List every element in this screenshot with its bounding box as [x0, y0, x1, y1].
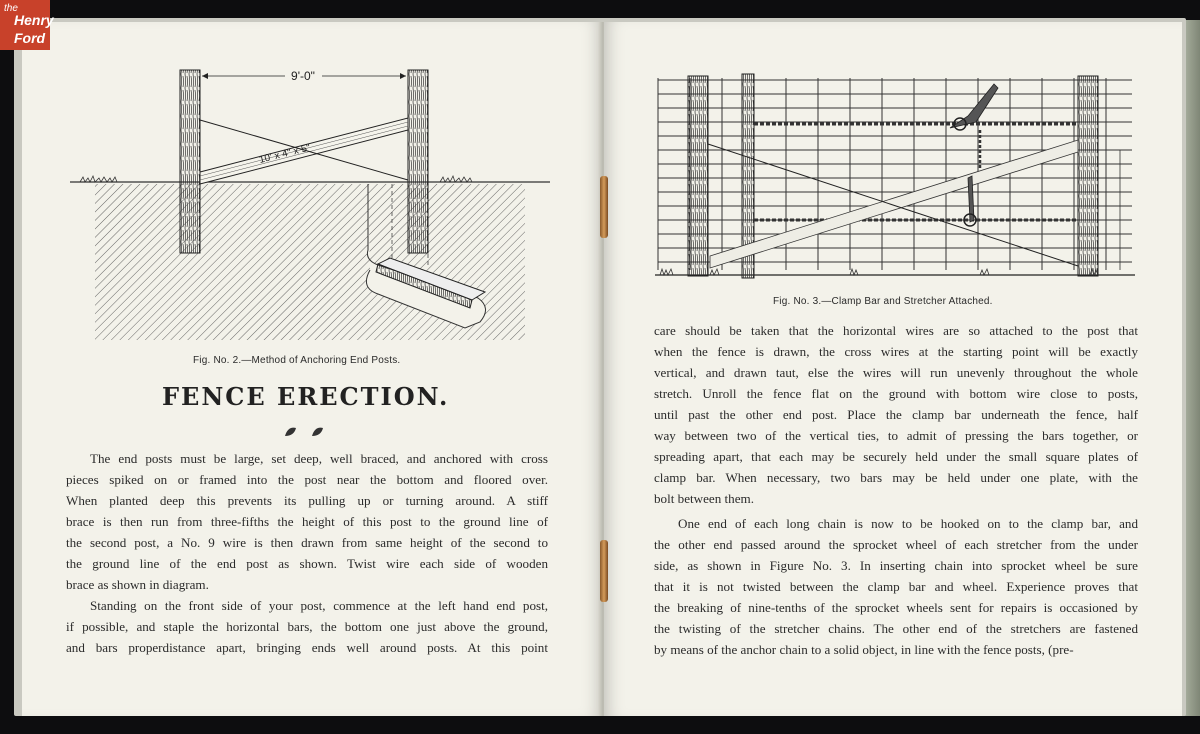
text-line: One end of each long chain is now to be hooked on to the clamp bar, and [678, 516, 1138, 531]
page-title: FENCE ERECTION. [162, 382, 450, 411]
logo-text-the: the [4, 3, 18, 14]
text-line: and bars properdistance apart, bringing ends well around posts. At this point [66, 640, 548, 655]
text-line: Standing on the front side of your post, commence at the left hand end post, [90, 598, 548, 613]
text-line: clamp bar. When necessary, two bars may be held under one plate, with the [654, 470, 1138, 485]
text-line: when the fence is drawn, the cross wires at the starting point will be exactly [654, 344, 1138, 359]
text-line: by means of the anchor chain to a solid object, in line with the fence posts, (pre- [654, 642, 1074, 657]
brace-label: 10' x 4" x 5" [258, 142, 312, 166]
fence-wire-grid [658, 78, 1132, 270]
text-line: vertical, and drawn taut, else the wires will run unevenly throughout the whole [654, 365, 1138, 380]
text-line: the other end passed around the sprocket wheel of each stretcher from the under [654, 537, 1138, 552]
text-line: side, as shown in Figure No. 3. In inserting chain into sprocket wheel be sure [654, 558, 1138, 573]
dimension-label: 9'-0" [291, 69, 315, 83]
text-line: if possible, and staple the horizontal bars, the bottom one just above the ground, [66, 619, 548, 634]
text-line: brace is then run from three-fifths the height of this post to the ground line of [66, 514, 548, 529]
text-line: bolt between them. [654, 491, 754, 506]
ornament-icon [282, 424, 332, 440]
text-line: brace as shown in diagram. [66, 577, 209, 592]
text-line: spreading apart, that each may be securely held under the small square plates of [654, 449, 1138, 464]
staple-bottom [600, 540, 608, 602]
logo-text-ford: Ford [14, 30, 46, 46]
logo-text-henry: Henry [14, 12, 54, 28]
text-line: stretch. Unroll the fence flat on the ground with bottom wire close to posts, [654, 386, 1138, 401]
left-body-text [66, 448, 548, 658]
text-line: pieces spiked on or framed into the post near the bottom and floored over. [66, 472, 548, 487]
text-line: When planted deep this prevents its pulling up or turning around. A stiff [66, 493, 548, 508]
text-line: the breaking of nine-tenths of the sprocket wheels sent for repairs is occasioned by [654, 600, 1138, 615]
figure-2-diagram [60, 60, 560, 350]
text-line: the second post, a No. 9 wire is then drawn from same height of the second to [66, 535, 548, 550]
figure-3-caption: Fig. No. 3.—Clamp Bar and Stretcher Attached. [773, 296, 993, 307]
figure-2-caption: Fig. No. 2.—Method of Anchoring End Posts. [193, 355, 401, 366]
henry-ford-logo [0, 0, 54, 50]
figure-3-diagram [650, 70, 1140, 285]
text-line: the ground line of the end post as shown. Twist wire each side of wooden [66, 556, 548, 571]
staple-top [600, 176, 608, 238]
text-line: until past the other end post. Place the clamp bar underneath the fence, half [654, 407, 1138, 422]
text-line: the twisting of the stretcher chains. The other end of the stretchers are fastened [654, 621, 1138, 636]
text-line: that it is not twisted between the clamp bar and wheel. Experience proves that [654, 579, 1138, 594]
text-line: care should be taken that the horizontal wires are so attached to the post that [654, 323, 1138, 338]
right-body-text [654, 320, 1138, 660]
text-line: The end posts must be large, set deep, well braced, and anchored with cross [90, 451, 548, 466]
text-line: way between two of the vertical ties, to admit of pressing the bars together, or [654, 428, 1138, 443]
